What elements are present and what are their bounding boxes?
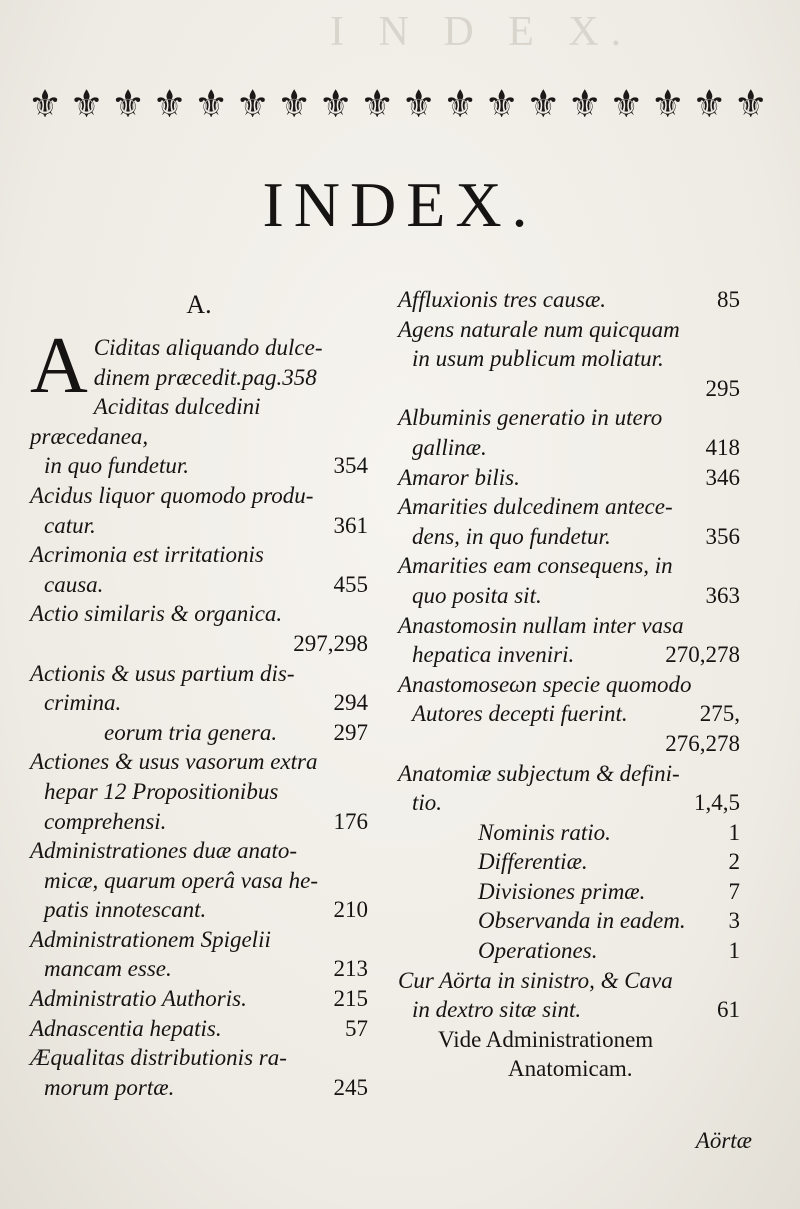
page-number: 356 [705,523,740,549]
page-number: 363 [705,582,740,608]
fleuron-icon: ⚜ [609,83,644,126]
entry-text: mancam esse. [44,956,172,982]
running-head-bleed: I N D E X. [330,9,634,55]
fleuron-icon: ⚜ [650,83,685,126]
page-number: 210 [333,897,368,923]
page-number: 7 [728,878,740,904]
index-subentry [398,847,740,877]
page-number: 213 [333,956,368,982]
index-entry [398,492,740,551]
entry-text: eorum tria genera. [104,719,278,745]
index-entry [398,966,740,1025]
page-number: 297 [333,719,368,745]
page-number: 245 [333,1074,368,1100]
page-number: 1 [728,938,740,964]
index-entry [398,670,740,759]
entry-text: Administrationem Spigelii [30,926,271,952]
fleuron-icon: ⚜ [69,83,104,126]
entry-text: Amaror bilis. [398,464,520,490]
entry-text: Amarities eam consequens, in [398,553,673,579]
page-number: 295 [705,375,740,401]
entry-text: Anatomiæ subjectum & defini- [398,760,680,786]
index-entry [398,551,740,610]
page-number: 85 [717,287,740,312]
index-subentry [398,936,740,966]
page-number: 275, [699,701,740,727]
index-column-right [398,285,740,1084]
entry-text: gallinæ. [412,434,487,460]
page-number: 354 [333,453,368,479]
entry-text: tio. [412,790,443,816]
entry-text: micæ, quarum operâ vasa he- [44,867,319,893]
page-number: 2 [728,849,740,875]
entry-text: Actiones & usus vasorum extra [30,749,318,775]
fleuron-icon: ⚜ [194,83,229,126]
entry-text: in usum publicum moliatur. [412,346,664,372]
page-number: 3 [728,908,740,934]
page-number: 215 [333,986,368,1012]
index-entry [30,836,368,925]
fleuron-icon: ⚜ [401,83,436,126]
index-entry [30,392,368,481]
page-title: INDEX. [262,169,538,240]
entry-text: hepar 12 Propositionibus [44,778,279,804]
fleuron-icon: ⚜ [443,83,478,126]
index-entry [30,925,368,984]
index-subentry [398,818,740,848]
index-entry [30,599,368,658]
page-number: 361 [333,512,368,538]
entry-text: Actionis & usus partium dis- [30,660,295,686]
entry-text: Affluxionis tres causæ. [398,287,607,312]
entry-text: catur. [44,512,96,538]
fleuron-icon: ⚜ [567,83,602,126]
index-entry [398,611,740,670]
entry-text: Æqualitas distributionis ra- [30,1045,287,1071]
entry-text: comprehensi. [44,808,167,834]
index-entry [30,540,368,599]
entry-text: Administrationes duæ anato- [30,838,298,864]
fleuron-icon: ⚜ [692,83,727,126]
drop-cap: A [30,322,88,410]
fleuron-icon: ⚜ [111,83,146,126]
index-entry [398,1025,740,1084]
section-letter: A. [186,290,212,319]
index-entry [30,984,368,1014]
fleuron-icon: ⚜ [235,83,270,126]
page-number: 418 [705,434,740,460]
entry-text: Divisiones primæ. [478,878,646,904]
index-entry [398,403,740,462]
index-entry [30,718,368,748]
fleuron-icon: ⚜ [152,83,187,126]
index-subentry [398,906,740,936]
entry-text: Anastomoseωn specie quomodo [398,671,692,697]
page-number: 294 [333,690,368,716]
index-entry [398,759,740,818]
index-entry [30,481,368,540]
index-subentry [398,877,740,907]
entry-text: Observanda in eadem. [478,908,686,934]
entry-text: Albuminis generatio in utero [398,405,663,431]
entry-text: Anatomicam. [508,1056,633,1082]
page-number: 61 [717,997,740,1023]
index-entry [398,463,740,493]
fleuron-icon: ⚜ [318,83,353,126]
entry-text: in dextro sitæ sint. [412,997,582,1023]
entry-text: in quo fundetur. [44,453,190,479]
entry-text: Cur Aörta in sinistro, & Cava [398,967,673,993]
entry-text: causa. [44,571,104,597]
index-entry [30,747,368,836]
fleuron-icon: ⚜ [526,83,561,126]
entry-text: Adnascentia hepatis. [30,1015,222,1041]
entry-text: Vide Administrationem [438,1026,654,1052]
page-number: 455 [333,571,368,597]
entry-text: dens, in quo fundetur. [412,523,611,549]
entry-text: quo posita sit. [412,582,542,608]
index-entry [30,322,368,410]
entry-text: Nominis ratio. [478,819,611,845]
entry-text: Differentiæ. [478,849,588,875]
fleuron-icon: ⚜ [733,83,768,126]
index-entry [398,285,740,315]
page-number: 1 [728,819,740,845]
page-number: 1,4,5 [694,790,740,816]
fleuron-icon: ⚜ [360,83,395,126]
entry-text: Acidus liquor quomodo produ- [30,482,314,508]
entry-text: Administratio Authoris. [30,986,247,1012]
fleuron-icon: ⚜ [277,83,312,126]
catchword: Aörtæ [695,1128,752,1153]
index-entry [398,315,740,404]
entry-text: Autores decepti fuerint. 275, [398,699,740,729]
index-entry [30,1014,368,1044]
entry-text: hepatica inveniri. [412,642,575,668]
entry-text: dinem præcedit.pag.358 [93,364,317,390]
entry-text: Aciditas dulcedini præcedanea, [30,394,261,449]
entry-text: crimina. [44,690,122,716]
fleuron-icon: ⚜ [484,83,519,126]
fleuron-border [28,72,768,136]
entry-text: Acrimonia est irritationis [30,542,264,568]
index-entry [30,1043,368,1102]
entry-text: patis innotescant. [44,897,207,923]
index-column-left [30,285,368,1102]
entry-text: Operationes. [478,938,598,964]
entry-text: Actio similaris & organica. [30,601,283,627]
page-number: 176 [333,808,368,834]
page-number: 346 [705,464,740,490]
fleuron-icon: ⚜ [28,83,63,126]
entry-text: Amarities dulcedinem antece- [398,494,673,520]
page-number: 276,278 [665,730,740,756]
entry-text: morum portæ. [44,1074,175,1100]
entry-text: Ciditas aliquando dulce- [93,335,323,360]
page-number: 57 [345,1015,368,1041]
page-number: 297,298 [293,630,368,656]
entry-text: Agens naturale num quicquam [398,316,680,342]
page-number: 270,278 [665,642,740,668]
entry-text: Anastomosin nullam inter vasa [398,612,684,638]
index-entry [30,659,368,718]
